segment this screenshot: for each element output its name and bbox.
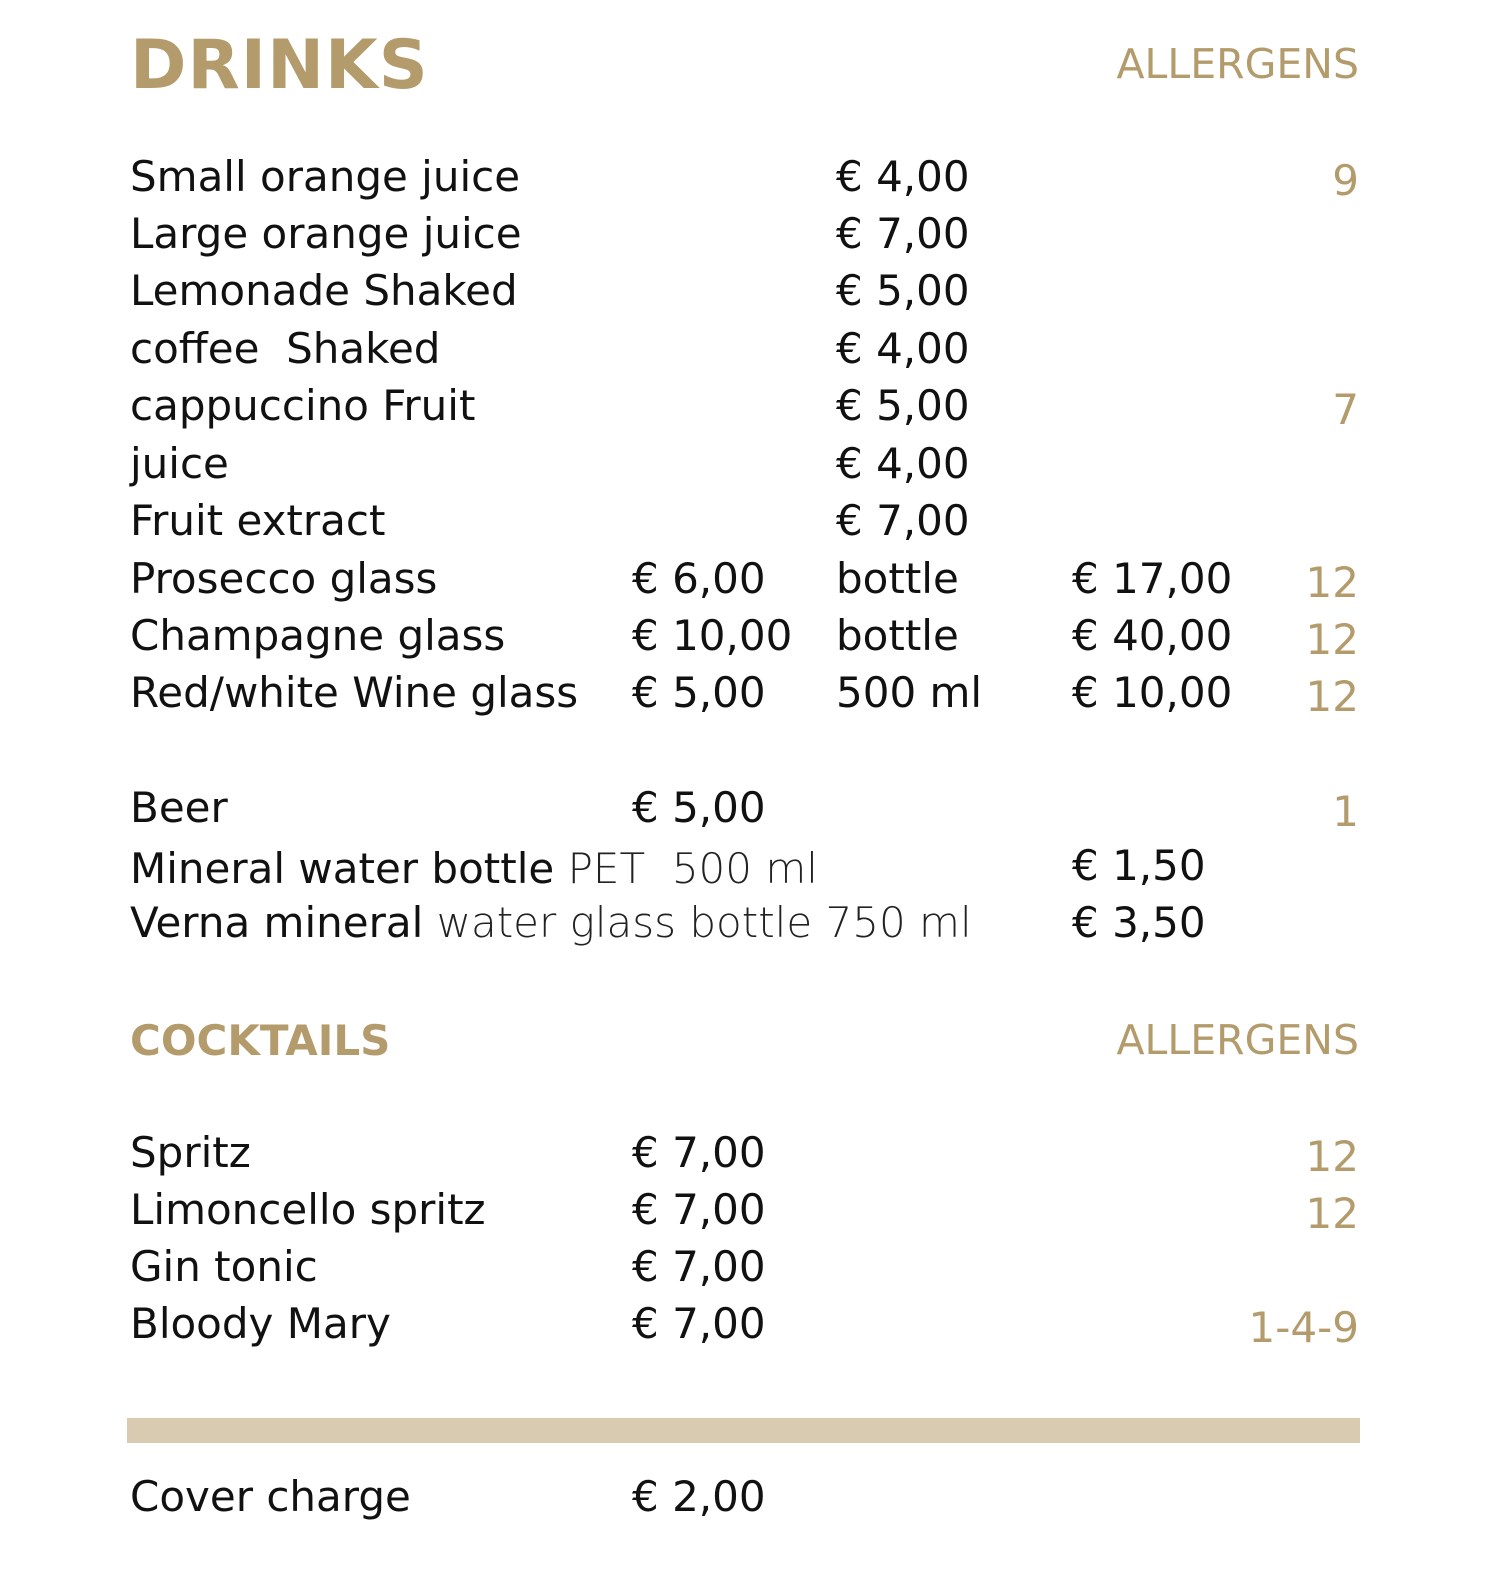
cocktail-price: € 7,00 [632, 1299, 766, 1348]
beer-allergens: 1 [1332, 787, 1359, 836]
wine-name: Prosecco glass [130, 554, 438, 603]
wine-size: 500 ml [836, 668, 983, 717]
cocktails-allergens-header: ALLERGENS [1116, 1016, 1359, 1064]
wine-size-price: € 40,00 [1072, 611, 1233, 660]
drink-price: € 4,00 [836, 439, 970, 488]
cocktails-title: COCKTAILS [130, 1016, 391, 1065]
drink-price: € 5,00 [836, 381, 970, 430]
drink-allergens: 7 [1332, 385, 1359, 434]
wine-allergens: 12 [1305, 615, 1359, 664]
drink-price: € 5,00 [836, 266, 970, 315]
cocktail-name: Bloody Mary [130, 1299, 391, 1348]
cocktail-name: Spritz [130, 1128, 251, 1177]
cocktail-price: € 7,00 [632, 1242, 766, 1291]
wine-glass-price: € 10,00 [632, 611, 793, 660]
drink-name: juice [130, 439, 229, 488]
water-name: Mineral water [130, 844, 419, 893]
wine-name: Red/white Wine glass [130, 668, 579, 717]
water-price: € 1,50 [1072, 841, 1206, 890]
drinks-allergens-header: ALLERGENS [1116, 40, 1359, 88]
water-price: € 3,50 [1072, 898, 1206, 947]
cocktail-allergens: 12 [1305, 1132, 1359, 1181]
drink-price: € 7,00 [836, 209, 970, 258]
divider-bar [127, 1418, 1360, 1443]
water-line [130, 898, 972, 947]
beer-price: € 5,00 [632, 783, 766, 832]
cocktail-price: € 7,00 [632, 1185, 766, 1234]
wine-name: Champagne glass [130, 611, 506, 660]
wine-glass-price: € 6,00 [632, 554, 766, 603]
cocktail-allergens: 12 [1305, 1189, 1359, 1238]
water-line [130, 844, 818, 893]
drink-allergens: 9 [1332, 156, 1359, 205]
water-name: Verna mineral [130, 898, 424, 947]
drink-price: € 4,00 [836, 152, 970, 201]
drink-price: € 4,00 [836, 324, 970, 373]
cocktail-name: Gin tonic [130, 1242, 318, 1291]
wine-allergens: 12 [1305, 672, 1359, 721]
water-desc: bottle [431, 844, 555, 893]
cover-charge-price: € 2,00 [632, 1472, 766, 1521]
drinks-title: DRINKS [130, 26, 429, 105]
wine-size: bottle [836, 611, 959, 660]
wine-glass-price: € 5,00 [632, 668, 766, 717]
drink-name: coffee Shaked [130, 324, 441, 373]
wine-allergens: 12 [1305, 558, 1359, 607]
cocktail-name: Limoncello spritz [130, 1185, 486, 1234]
drink-name: Large orange juice [130, 209, 522, 258]
water-desc: water glass bottle 750 ml [436, 898, 972, 947]
drink-name: Fruit extract [130, 496, 386, 545]
drink-name: Small orange juice [130, 152, 521, 201]
cocktail-allergens: 1-4-9 [1248, 1303, 1359, 1352]
wine-size-price: € 10,00 [1072, 668, 1233, 717]
drink-name: Lemonade Shaked [130, 266, 518, 315]
wine-size-price: € 17,00 [1072, 554, 1233, 603]
beer-name: Beer [130, 783, 228, 832]
water-detail: PET 500 ml [567, 844, 818, 893]
drink-name: cappuccino Fruit [130, 381, 476, 430]
drink-price: € 7,00 [836, 496, 970, 545]
wine-size: bottle [836, 554, 959, 603]
cocktail-price: € 7,00 [632, 1128, 766, 1177]
cover-charge-label: Cover charge [130, 1472, 411, 1521]
